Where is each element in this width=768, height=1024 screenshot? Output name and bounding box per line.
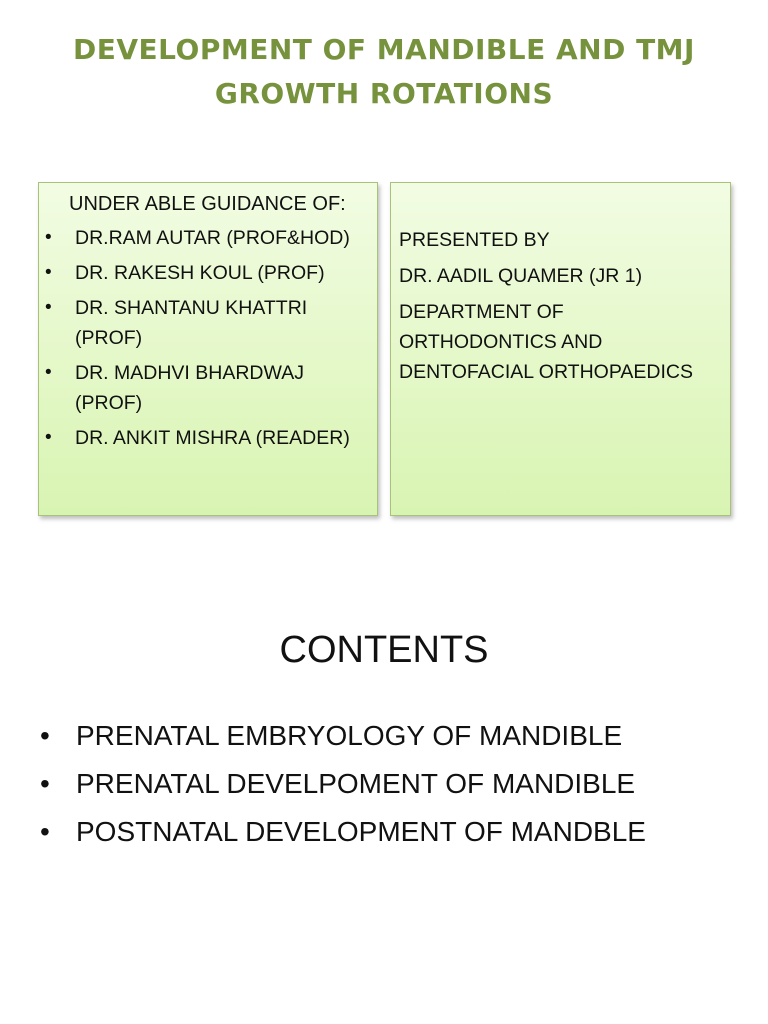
- presenter-details: [399, 225, 729, 387]
- guide-name: DR. RAKESH KOUL (PROF): [75, 262, 325, 284]
- list-item: [40, 712, 740, 760]
- list-item: [45, 293, 375, 353]
- bullet-icon: •: [45, 262, 52, 283]
- guidance-heading: UNDER ABLE GUIDANCE OF:: [69, 193, 346, 215]
- list-item: [45, 223, 375, 253]
- guide-name: DR.RAM AUTAR (PROF&HOD): [75, 227, 350, 249]
- list-item: [45, 423, 375, 453]
- presenter-box: [390, 182, 731, 516]
- slide-title-line-2: GROWTH ROTATIONS: [214, 77, 554, 110]
- department-line-2: ORTHODONTICS AND: [399, 331, 603, 353]
- guidance-box: [38, 182, 378, 516]
- guidance-list: [45, 223, 375, 458]
- list-item: [45, 358, 375, 418]
- bullet-icon: •: [45, 427, 52, 448]
- bullet-icon: •: [40, 720, 50, 751]
- contents-item-text: PRENATAL DEVELPOMENT OF MANDIBLE: [76, 768, 636, 799]
- contents-item-text: PRENATAL EMBRYOLOGY OF MANDIBLE: [76, 720, 623, 751]
- guide-name: DR. ANKIT MISHRA (READER): [75, 427, 350, 449]
- contents-item-text: POSTNATAL DEVELOPMENT OF MANDBLE: [76, 816, 646, 847]
- bullet-icon: •: [45, 297, 52, 318]
- guide-name: DR. SHANTANU KHATTRI (PROF): [75, 297, 308, 349]
- list-item: [45, 258, 375, 288]
- presenter-name: DR. AADIL QUAMER (JR 1): [399, 265, 643, 287]
- bullet-icon: •: [45, 227, 52, 248]
- contents-list: [40, 712, 740, 856]
- presented-by-label: PRESENTED BY: [399, 229, 550, 251]
- contents-heading: CONTENTS: [279, 629, 489, 671]
- slide-title-line-1: DEVELOPMENT OF MANDIBLE AND TMJ: [73, 33, 695, 66]
- list-item: [40, 760, 740, 808]
- bullet-icon: •: [40, 768, 50, 799]
- slide-title: [0, 28, 768, 116]
- list-item: [40, 808, 740, 856]
- guide-name: DR. MADHVI BHARDWAJ (PROF): [75, 362, 304, 414]
- department-line-1: DEPARTMENT OF: [399, 301, 564, 323]
- bullet-icon: •: [45, 362, 52, 383]
- bullet-icon: •: [40, 816, 50, 847]
- department-line-3: DENTOFACIAL ORTHOPAEDICS: [399, 361, 694, 383]
